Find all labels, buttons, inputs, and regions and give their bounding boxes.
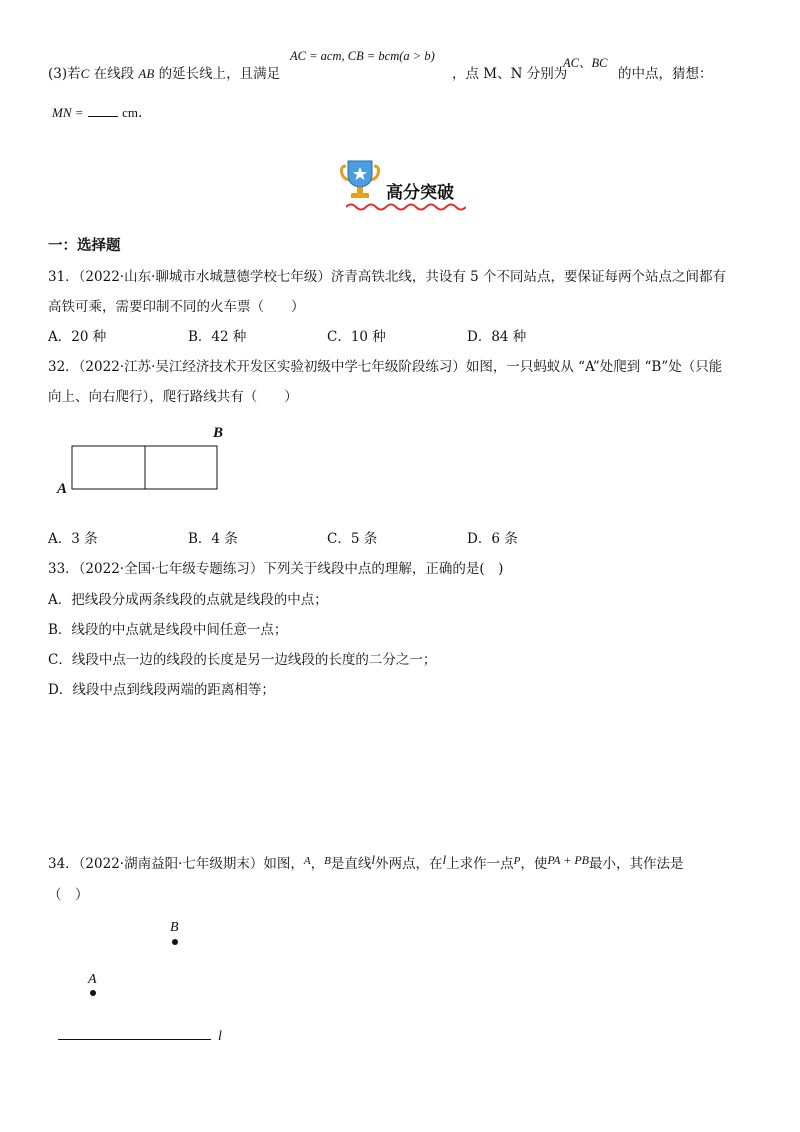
q34-part2: 是直线: [330, 856, 372, 872]
q34-expr: PA + PB: [547, 853, 589, 867]
trophy-icon: [340, 158, 380, 202]
q32-option-b[interactable]: B．4 条: [188, 531, 238, 547]
banner-wave: [346, 202, 466, 212]
q34-part1: 34．（2022·湖南益阳·七年级期末）如图，: [48, 856, 304, 872]
banner: [340, 158, 470, 212]
section-title: 一：选择题: [48, 238, 121, 254]
q32-label-b: B: [213, 425, 224, 441]
q34-part4: 上求作一点: [446, 856, 514, 872]
q3-prefix: (3)若: [48, 66, 81, 82]
q31-option-c[interactable]: C．10 种: [327, 329, 386, 345]
q34-l: l: [371, 852, 375, 867]
q34-p: P: [513, 855, 521, 867]
q34-part5: ，使: [520, 856, 548, 872]
q3-unit: cm: [122, 105, 139, 120]
q3-line1: [48, 62, 280, 82]
q34-line-l: [58, 1039, 211, 1040]
q3-mid2: 的延长线上，且满足: [154, 66, 281, 82]
q3-ac-bc: AC、BC: [563, 56, 608, 70]
q32-figure: [55, 425, 235, 500]
q33-option-c[interactable]: C．线段中点一边的线段的长度是另一边线段的长度的二分之一；: [48, 652, 437, 668]
q31-option-d[interactable]: D．84 种: [467, 329, 527, 345]
q31-line1: 31．（2022·山东·聊城市水城慧德学校七年级）济青高铁北线，共设有 5 个不同站点，要保证每两个站点之间都有: [48, 269, 727, 285]
q34-label-l: l: [218, 1029, 222, 1044]
q32-option-a[interactable]: A．3 条: [48, 531, 98, 547]
q3-c: C: [80, 66, 90, 81]
q34-sep: ，: [310, 856, 325, 872]
q34-b: B: [324, 855, 331, 867]
q3-suffix: 的中点，猜想：: [618, 66, 713, 82]
q33-option-b[interactable]: B．线段的中点就是线段中间任意一点；: [48, 622, 288, 638]
q3-mn: MN =: [52, 105, 84, 120]
q31-line2: 高铁可乘，需要印制不同的火车票（ ）: [48, 299, 305, 315]
q34-part6: 最小，其作法是: [588, 856, 684, 872]
grid-figure: [55, 425, 235, 500]
q34-line2: （ ）: [48, 887, 89, 903]
q33-option-a[interactable]: A．把线段分成两条线段的点就是线段的中点；: [48, 592, 328, 608]
q34-l2: l: [442, 852, 447, 867]
q34-a: A: [303, 855, 311, 867]
q34-point-a: [90, 990, 96, 996]
q31-option-a[interactable]: A．20 种: [48, 329, 107, 345]
q3-line2: [52, 104, 142, 121]
q32-option-c[interactable]: C．5 条: [327, 531, 378, 547]
q34-label-a: A: [88, 972, 97, 987]
banner-title: 高分突破: [386, 183, 454, 203]
q33-line1: 33．（2022·全国·七年级专题练习）下列关于线段中点的理解，正确的是( ): [48, 561, 504, 577]
q31-option-b[interactable]: B．42 种: [188, 329, 247, 345]
q32-option-d[interactable]: D．6 条: [467, 531, 518, 547]
q34-label-b: B: [170, 920, 179, 935]
q3-ab: AB: [138, 66, 155, 81]
q32-line1: 32．（2022·江苏·吴江经济技术开发区实验初级中学七年级阶段练习）如图，一只蚂蚁从 “A”处爬到 “B”处（只能: [48, 359, 723, 375]
q3-mid1: 在线段: [89, 66, 139, 82]
q32-label-a: A: [57, 481, 68, 497]
q3-answer-blank[interactable]: [88, 104, 118, 117]
q32-line2: 向上、向右爬行），爬行路线共有（ ）: [48, 389, 298, 405]
q34-point-b: [172, 939, 178, 945]
q3-formula: AC = acm, CB = bcm(a > b): [290, 49, 435, 63]
q34-part3: 外两点，在: [374, 856, 443, 872]
q3-end: .: [138, 105, 143, 121]
q34-line1: [48, 852, 683, 872]
q33-option-d[interactable]: D．线段中点到线段两端的距离相等；: [48, 682, 275, 698]
q3-mid3: ，点 M、N 分别为: [452, 66, 568, 82]
